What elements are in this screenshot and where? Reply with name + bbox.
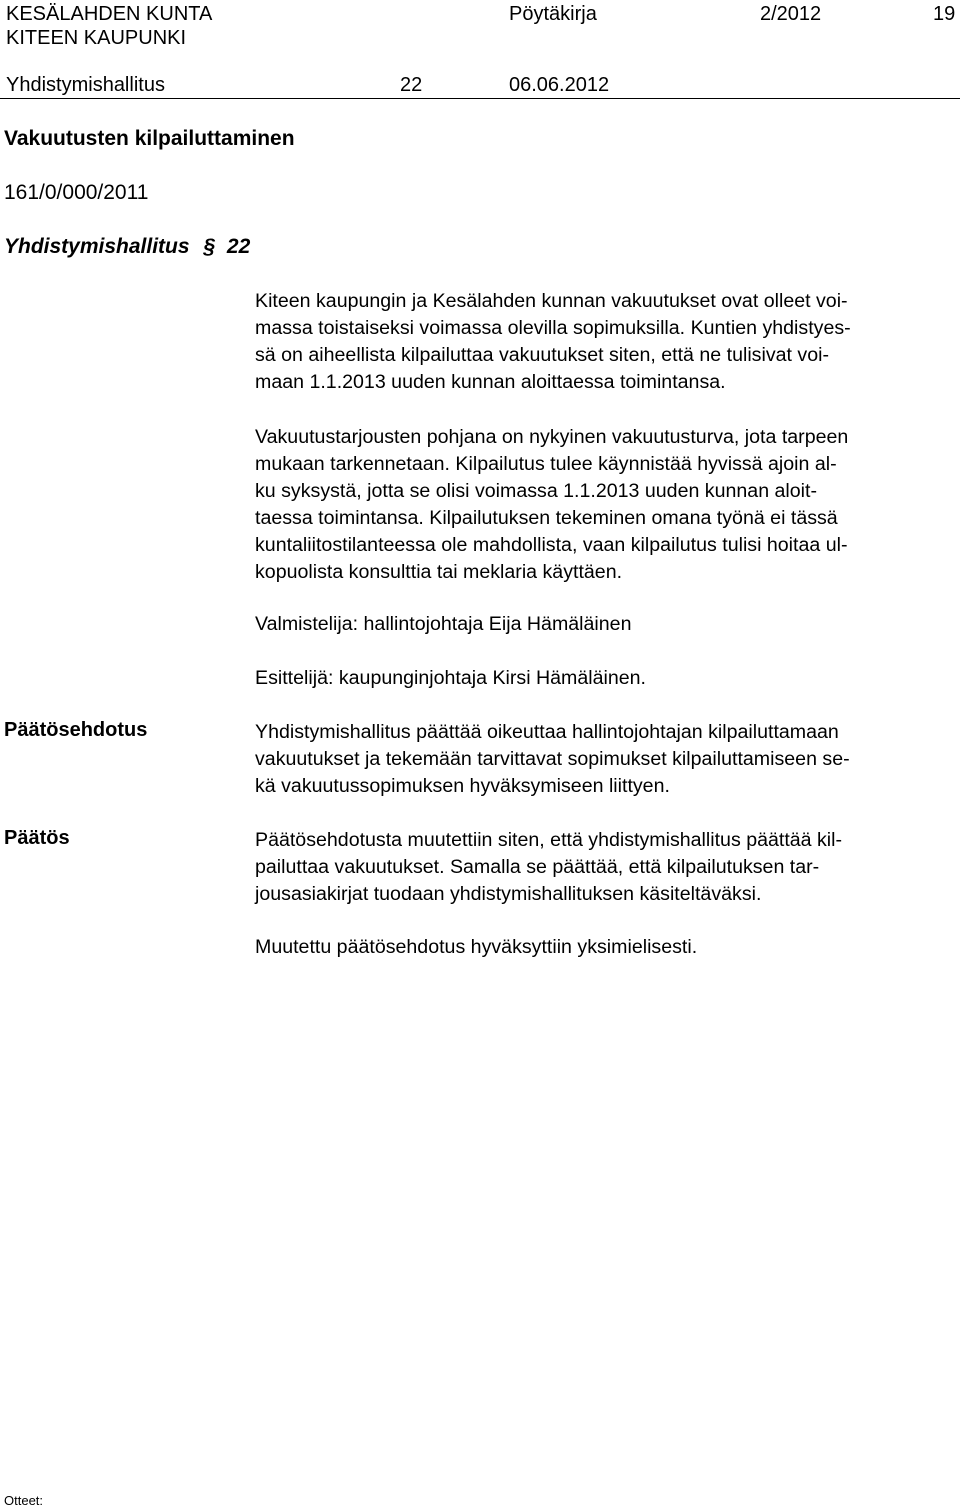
section-heading-body: Yhdistymishallitus: [4, 235, 190, 258]
preparer-line: [255, 611, 960, 638]
text-line: massa toistaiseksi voimassa olevilla sopimuksilla. Kuntien yhdistyes-: [255, 317, 851, 339]
org-name-2: KITEEN KAUPUNKI: [6, 27, 187, 49]
text-line: vakuutukset ja tekemään tarvittavat sopimukset kilpailuttamiseen se-: [255, 748, 850, 770]
text-line: Päätösehdotusta muutettiin siten, että yhdistymishallitus päättää kil-: [255, 829, 843, 851]
section-heading: [4, 235, 250, 259]
section-sign: §: [203, 235, 216, 258]
text-line: Valmistelija: hallintojohtaja Eija Hämäläinen: [255, 613, 632, 635]
proposal-text: [255, 719, 960, 800]
text-line: Esittelijä: kaupunginjohtaja Kirsi Hämäläinen.: [255, 667, 647, 689]
extracts-label: Otteet:: [4, 1493, 44, 1508]
header-body-name: Yhdistymishallitus: [6, 74, 165, 96]
decision-result: [255, 934, 960, 961]
text-line: Kiteen kaupungin ja Kesälahden kunnan vakuutukset ovat olleet voi-: [255, 290, 848, 312]
paragraph-2: [255, 424, 960, 586]
text-line: kä vakuutussopimuksen hyväksymiseen liittyen.: [255, 775, 670, 797]
page-number: 19: [933, 3, 956, 25]
text-line: ku syksystä, jotta se olisi voimassa 1.1.2013 uuden kunnan aloit-: [255, 480, 817, 502]
header-rule: [0, 98, 960, 99]
document-number: 2/2012: [760, 3, 822, 25]
decision-text: [255, 827, 960, 908]
matter-title: Vakuutusten kilpailuttaminen: [4, 127, 295, 150]
text-line: Yhdistymishallitus päättää oikeuttaa hallintojohtajan kilpailuttamaan: [255, 721, 839, 743]
text-line: jousasiakirjat tuodaan yhdistymishallituksen käsiteltäväksi.: [255, 883, 762, 905]
text-line: Muutettu päätösehdotus hyväksyttiin yksimielisesti.: [255, 936, 698, 958]
section-heading-number: 22: [226, 235, 251, 258]
text-line: sä on aiheellista kilpailuttaa vakuutukset siten, että ne tulisivat voi-: [255, 344, 829, 366]
text-line: kuntaliitostilanteessa ole mahdollista, vaan kilpailutus tulisi hoitaa ul-: [255, 534, 848, 556]
header-section-number: 22: [400, 74, 423, 96]
matter-reference: 161/0/000/2011: [4, 181, 149, 204]
presenter-line: [255, 665, 960, 692]
decision-label: Päätös: [4, 827, 70, 849]
paragraph-1: [255, 288, 960, 396]
text-line: Vakuutustarjousten pohjana on nykyinen vakuutusturva, jota tarpeen: [255, 426, 849, 448]
proposal-label: Päätösehdotus: [4, 719, 148, 741]
text-line: mukaan tarkennetaan. Kilpailutus tulee käynnistää hyvissä ajoin al-: [255, 453, 837, 475]
meeting-date: 06.06.2012: [509, 74, 610, 96]
document-type: Pöytäkirja: [509, 3, 597, 25]
text-line: maan 1.1.2013 uuden kunnan aloittaessa toimintansa.: [255, 371, 726, 393]
text-line: taessa toimintansa. Kilpailutuksen tekeminen omana työnä ei tässä: [255, 507, 838, 529]
text-line: kopuolista konsulttia tai meklaria käyttäen.: [255, 561, 623, 583]
text-line: pailuttaa vakuutukset. Samalla se päättää, että kilpailutuksen tar-: [255, 856, 820, 878]
org-name-1: KESÄLAHDEN KUNTA: [6, 3, 213, 25]
